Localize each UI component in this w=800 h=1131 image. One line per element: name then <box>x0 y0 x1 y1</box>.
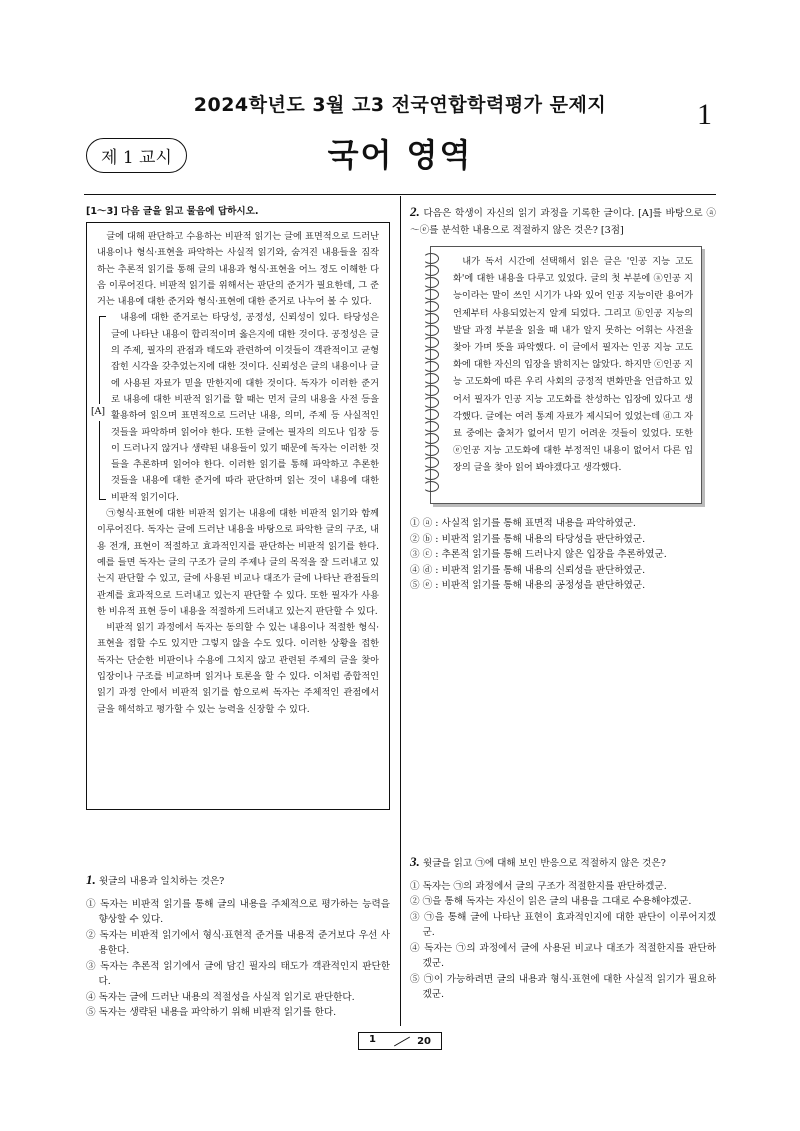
total-pages: 20 <box>417 1036 431 1047</box>
choice[interactable]: ③ ⓒ : 추론적 읽기를 통해 드러나지 않은 입장을 추론하였군. <box>410 549 667 560</box>
choice[interactable]: ③ 독자는 추론적 읽기에서 글에 담긴 필자의 태도가 객관적인지 판단한다. <box>86 960 390 988</box>
reading-passage <box>86 222 390 810</box>
bracket-section-a <box>91 310 379 506</box>
column-divider <box>400 196 401 1026</box>
question-text: 윗글의 내용과 일치하는 것은? <box>98 876 225 887</box>
student-note <box>430 246 702 504</box>
spiral-binding-icon <box>423 253 439 492</box>
subject-title: 국어 영역 <box>327 136 473 174</box>
session-badge: 제 1 교시 <box>86 138 187 173</box>
choice[interactable]: ② 독자는 비판적 읽기에서 형식·표현적 준거를 내용적 준거보다 우선 사용한다. <box>86 929 390 957</box>
choice[interactable]: ③ ㉠을 통해 글에 나타난 표현이 효과적인지에 대한 판단이 이루어지겠군. <box>410 911 716 939</box>
question-3-choices <box>410 879 716 1003</box>
note-text: 내가 독서 시간에 선택해서 읽은 글은 '인공 지능 고도화'에 대한 내용을 다루고 있었다. 글의 첫 부분에 ⓐ인공 지능이라는 말이 쓰인 시기가 나와 있어 인공 지능이란 용어가 언제부터 사용되었는지 알게 되었다. 그리고 ⓑ인공 지능의 발달 과정 부분을 읽을 때 내가 알지 못하는 어휘는 사전을 찾아 가며 뜻을 파악했다. 이 글에서 필자는 인공 지능 고도화에 대한 자신의 입장을 밝히지는 않았다. 하지만 ⓒ인공 지능 고도화에 따른 우리 사회의 긍정적 변화만을 언급하고 있어서 필자가 인공 지능 고도화를 찬성하는 입장에 있다고 생각했다. 글에는 여러 통계 자료가 제시되어 있었는데 ⓓ그 자료 중에는 출처가 없어서 믿기 어려운 것들이 있었다. 또한 ⓔ인공 지능 고도화에 대한 부정적인 내용이 없어서 다른 입장의 글을 찾아 읽어 봐야겠다고 생각했다. <box>453 256 693 474</box>
question-1 <box>86 872 390 1021</box>
question-text: 윗글을 읽고 ㉠에 대해 보인 반응으로 적절하지 않은 것은? <box>422 858 666 869</box>
current-page: 1 <box>369 1034 376 1045</box>
page-indicator <box>358 1032 442 1050</box>
question-3-stem <box>410 854 716 873</box>
question-2 <box>410 204 716 239</box>
choice[interactable]: ① ⓐ : 사실적 읽기를 통해 표면적 내용을 파악하였군. <box>410 518 636 529</box>
question-2-choices-wrap <box>410 516 716 594</box>
bracket-label: [A] <box>91 404 105 420</box>
choice[interactable]: ⑤ ㉠이 가능하려면 글의 내용과 형식·표현에 대한 사실적 읽기가 필요하겠군. <box>410 973 716 1001</box>
question-2-stem <box>410 204 716 239</box>
choice[interactable]: ① 독자는 비판적 읽기를 통해 글의 내용을 주체적으로 평가하는 능력을 향상할 수 있다. <box>86 898 390 926</box>
question-2-choices <box>410 516 716 594</box>
choice[interactable]: ⑤ 독자는 생략된 내용을 파악하기 위해 비판적 읽기를 한다. <box>86 1007 337 1019</box>
question-number: 2. <box>410 204 420 219</box>
question-text: 다음은 학생이 자신의 읽기 과정을 기록한 글이다. [A]를 바탕으로 ⓐ～ⓔ를 분석한 내용으로 적절하지 않은 것은? [3점] <box>410 208 716 236</box>
passage-paragraph: 비판적 읽기 과정에서 독자는 동의할 수 있는 내용이나 적절한 형식·표현을 접할 수도 있지만 그렇지 않을 수도 있다. 이러한 상황을 접한 독자는 단순한 비판이나 수용에 그치지 않고 관련된 주제의 글을 찾아 입장이나 구조를 비교하며 읽거나 토론을 할 수 있다. 이처럼 종합적인 읽기 과정 안에서 비판적 읽기를 함으로써 독자는 주체적인 관점에서 글을 해석하고 평가할 수 있는 능력을 신장할 수 있다. <box>97 622 379 715</box>
question-1-stem <box>86 872 390 891</box>
page-number: 1 <box>697 98 712 131</box>
choice[interactable]: ② ㉠을 통해 독자는 자신이 읽은 글의 내용을 그대로 수용해야겠군. <box>410 896 692 908</box>
slash-divider <box>394 1037 410 1047</box>
choice[interactable]: ④ 독자는 글에 드러난 내용의 적절성을 사실적 읽기로 판단한다. <box>86 991 355 1003</box>
choice[interactable]: ④ 독자는 ㉠의 과정에서 글에 사용된 비교나 대조가 적절한지를 판단하겠군. <box>410 942 716 970</box>
choice[interactable]: ④ ⓓ : 비판적 읽기를 통해 내용의 신뢰성을 판단하였군. <box>410 564 646 576</box>
passage-paragraph: 글에 대해 판단하고 수용하는 비판적 읽기는 글에 표면적으로 드러난 내용이나 형식·표현을 파악하는 사실적 읽기와, 숨겨진 내용들을 짐작하는 추론적 읽기를 통해 글의 내용과 형식·표현을 어느 정도 이해한 다음 이루어진다. 비판적 읽기를 위해서는 판단의 준거가 필요한데, 그 준거는 내용에 대한 준거와 형식·표현에 대한 준거로 나누어 볼 수 있다. <box>97 231 379 308</box>
header-divider <box>84 194 716 195</box>
passage-paragraph: 내용에 대한 준거로는 타당성, 공정성, 신뢰성이 있다. 타당성은 글에 나타난 내용이 합리적이며 옳은지에 대한 것이다. 공정성은 글의 주제, 필자의 관점과 태도와 관련하여 이것들이 객관적이고 균형 잡힌 시각을 갖추었는지에 대한 것이다. 신뢰성은 글의 내용이나 글에 사용된 자료가 믿을 만한지에 대한 것이다. 독자가 이러한 준거로 내용에 대한 비판적 읽기를 할 때는 먼저 글의 내용을 사전 등을 활용하여 읽으며 표면적으로 드러난 내용, 의미, 주제 등 사실적인 것들을 파악하며 읽어야 한다. 또한 글에는 필자의 의도나 입장 등이 드러나지 않거나 생략된 내용들이 있기 때문에 독자는 이러한 것들을 추론하며 읽어야 한다. 이러한 읽기를 통해 파악하고 추론한 것들을 내용에 대한 준거에 따라 판단하며 읽는 것이 내용에 대한 비판적 읽기이다. <box>111 312 379 503</box>
question-instruction: [1～3] 다음 글을 읽고 물음에 답하시오. <box>86 206 259 217</box>
question-number: 3. <box>410 854 420 869</box>
question-3 <box>410 854 716 1003</box>
choice[interactable]: ⑤ ⓔ : 비판적 읽기를 통해 내용의 공정성을 판단하였군. <box>410 580 646 591</box>
question-1-choices <box>86 897 390 1021</box>
choice[interactable]: ② ⓑ : 비판적 읽기를 통해 내용의 타당성을 판단하였군. <box>410 533 646 545</box>
exam-title: 2024학년도 3월 고3 전국연합학력평가 문제지 <box>193 94 607 116</box>
choice[interactable]: ① 독자는 ㉠의 과정에서 글의 구조가 적절한지를 판단하겠군. <box>410 880 667 892</box>
question-number: 1. <box>86 872 96 887</box>
passage-paragraph: ㉠형식·표현에 대한 비판적 읽기는 내용에 대한 비판적 읽기와 함께 이루어진다. 독자는 글에 드러난 내용을 바탕으로 파악한 글의 구조, 내용 전개, 표현이 적절하고 효과적인지를 판단하는 비판적 읽기를 한다. 예를 들면 독자는 글의 구조가 글의 주제나 글의 목적을 잘 드러내고 있는지 판단할 수 있고, 글에 사용된 비교나 대조가 글에 나타난 관점들의 관계를 효과적으로 드러내고 있는지 판단할 수 있다. 또한 필자가 사용한 비유적 표현 등이 내용을 적절하게 드러내고 있는지 판단할 수 있다. <box>97 508 379 617</box>
